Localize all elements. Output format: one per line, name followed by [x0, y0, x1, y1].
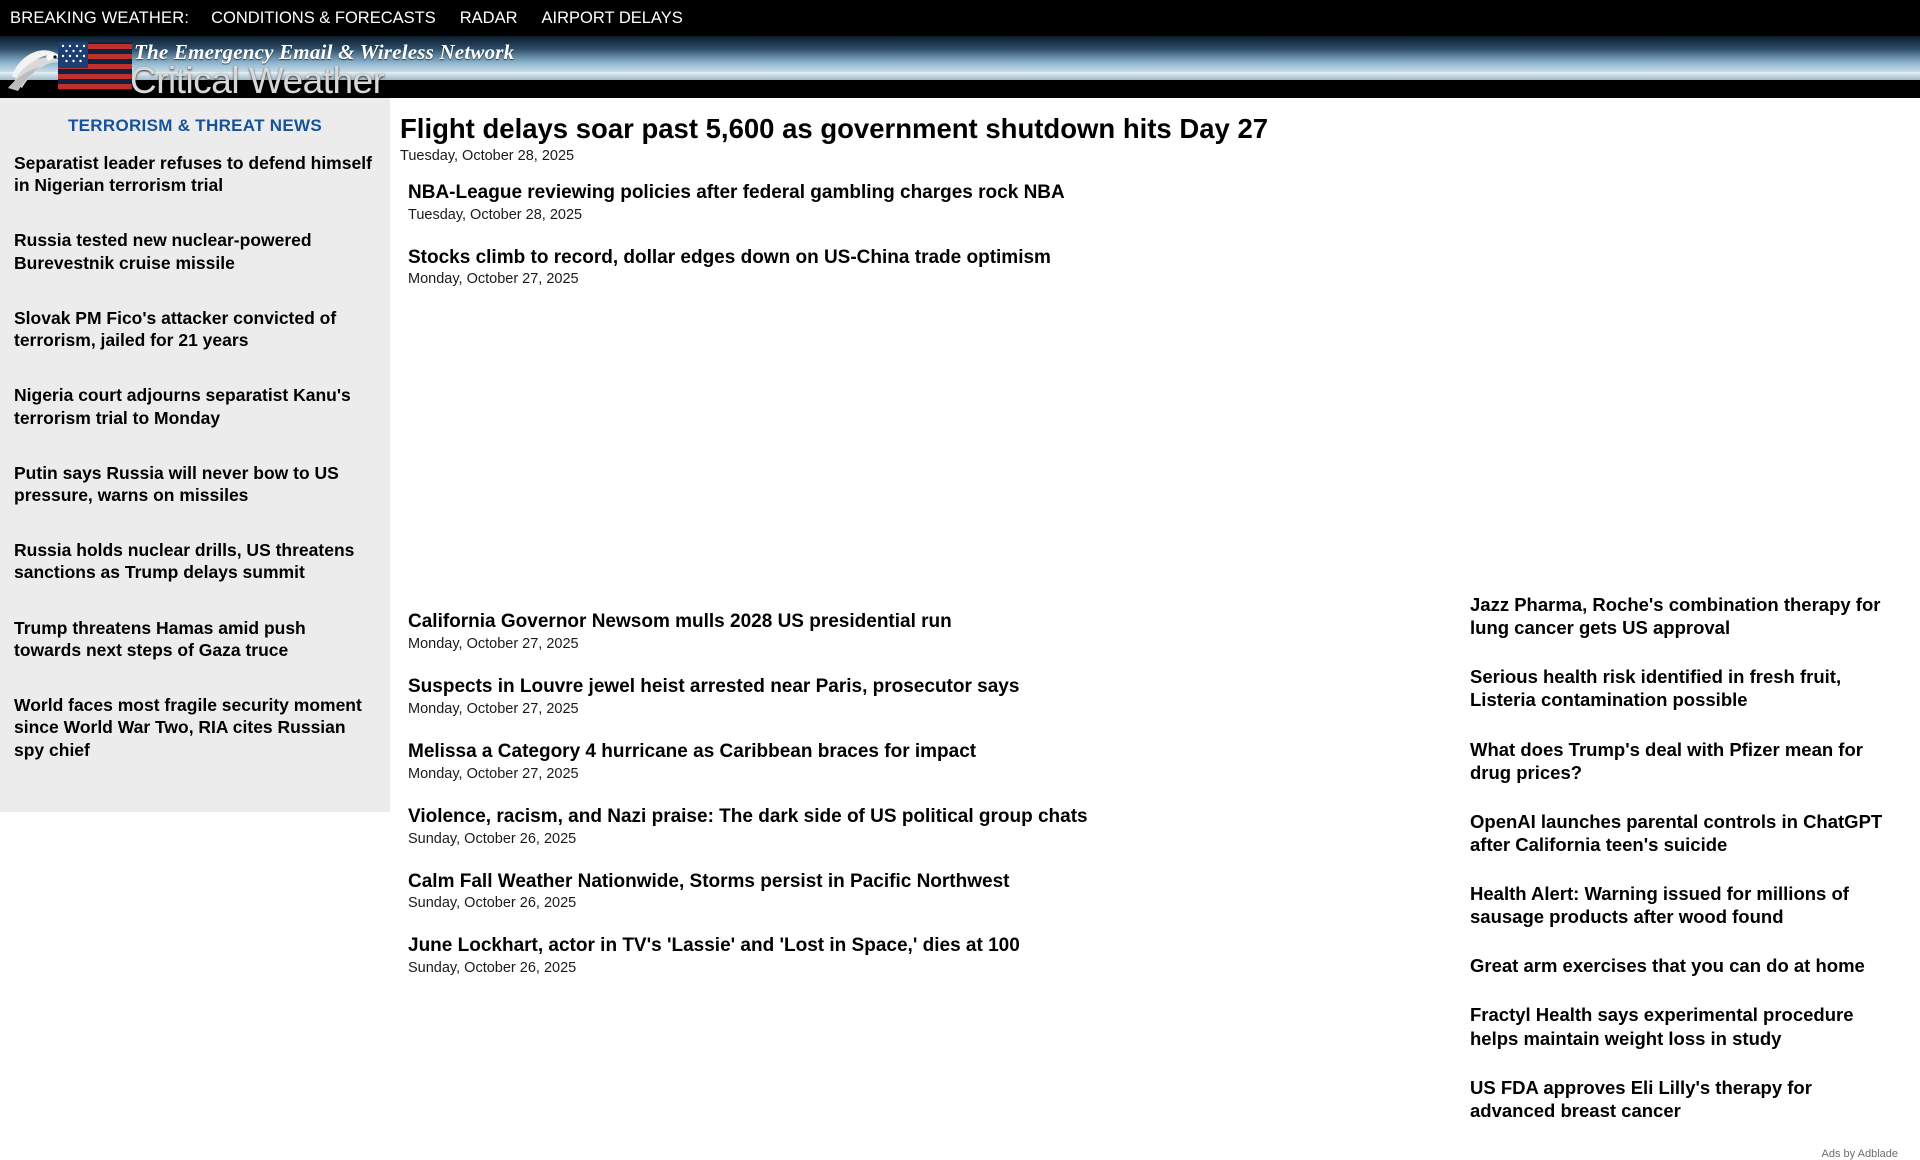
rail-item-link[interactable]: What does Trump's deal with Pfizer mean for drug prices?: [1470, 738, 1863, 783]
list-item[interactable]: [1470, 1003, 1900, 1049]
nav-radar[interactable]: RADAR: [459, 8, 518, 27]
sidebar-item-link[interactable]: Russia tested new nuclear-powered Burevestnik cruise missile: [14, 230, 312, 273]
rail-item-link[interactable]: US FDA approves Eli Lilly's therapy for advanced breast cancer: [1470, 1076, 1812, 1121]
sidebar-item-link[interactable]: Slovak PM Fico's attacker convicted of terrorism, jailed for 21 years: [14, 307, 337, 351]
site-masthead: [0, 36, 1920, 98]
us-flag-icon: [58, 42, 132, 90]
news-item: [408, 806, 1450, 847]
sidebar-item-link[interactable]: Putin says Russia will never bow to US pressure, warns on missiles: [14, 462, 339, 505]
list-item[interactable]: [1470, 738, 1900, 784]
list-item[interactable]: [0, 694, 390, 761]
rail-item-link[interactable]: Fractyl Health says experimental procedure helps maintain weight loss in study: [1470, 1004, 1854, 1049]
news-item: [408, 741, 1450, 782]
news-item-title[interactable]: Stocks climb to record, dollar edges down on US-China trade optimism: [408, 246, 1051, 268]
list-item[interactable]: [1470, 882, 1900, 928]
right-rail-sponsored-links: [1450, 98, 1920, 1160]
news-item-title[interactable]: Suspects in Louvre jewel heist arrested near Paris, prosecutor says: [408, 676, 1020, 698]
news-item-date: Monday, October 27, 2025: [408, 765, 579, 782]
page-body: [0, 98, 1920, 1160]
news-item-date: Sunday, October 26, 2025: [408, 960, 577, 977]
news-item-title[interactable]: California Governor Newsom mulls 2028 US presidential run: [408, 611, 952, 633]
breaking-weather-bar: [0, 0, 1920, 36]
news-item-date: Monday, October 27, 2025: [408, 700, 579, 717]
sidebar-item-link[interactable]: Nigeria court adjourns separatist Kanu's terrorism trial to Monday: [14, 385, 351, 428]
sidebar-headline-list: [0, 152, 390, 761]
news-item-title[interactable]: Violence, racism, and Nazi praise: The dark side of US political group chats: [408, 805, 1088, 827]
news-item: [408, 182, 1450, 223]
lead-story-date: Tuesday, October 28, 2025: [400, 147, 575, 164]
sidebar-item-link[interactable]: Trump threatens Hamas amid push towards next steps of Gaza truce: [14, 617, 306, 660]
rail-item-link[interactable]: Great arm exercises that you can do at home: [1470, 955, 1865, 977]
news-item: [408, 676, 1450, 717]
list-item[interactable]: [0, 152, 390, 196]
list-item[interactable]: [0, 307, 390, 351]
main-news-column: [390, 98, 1450, 1000]
news-item-date: Sunday, October 26, 2025: [408, 830, 577, 847]
list-item[interactable]: [0, 384, 390, 428]
sidebar-item-link[interactable]: Separatist leader refuses to defend himself in Nigerian terrorism trial: [14, 153, 372, 196]
ads-attribution-label: Ads by Adblade: [1821, 1147, 1898, 1160]
rail-item-link[interactable]: Health Alert: Warning issued for millions of sausage products after wood found: [1470, 883, 1849, 928]
brand-network-name: The Emergency Email & Wireless Network: [134, 40, 515, 64]
news-item-title[interactable]: June Lockhart, actor in TV's 'Lassie' and 'Lost in Space,' dies at 100: [408, 935, 1020, 957]
news-item-title[interactable]: NBA-League reviewing policies after federal gambling charges rock NBA: [408, 181, 1065, 203]
list-item[interactable]: [0, 229, 390, 273]
content-gap: [400, 311, 1450, 611]
news-item: [408, 935, 1450, 976]
news-item-date: Tuesday, October 28, 2025: [408, 206, 583, 223]
news-item-date: Monday, October 27, 2025: [408, 271, 579, 288]
news-item-date: Monday, October 27, 2025: [408, 636, 579, 653]
news-item: [408, 247, 1450, 288]
list-item[interactable]: [0, 617, 390, 661]
brand-site-title: Critical Weather: [130, 60, 385, 98]
sidebar-item-link[interactable]: Russia holds nuclear drills, US threatens sanctions as Trump delays summit: [14, 540, 355, 583]
sidebar-terrorism-threat-news: [0, 98, 390, 812]
list-item[interactable]: [1470, 954, 1900, 977]
list-item[interactable]: [1470, 810, 1900, 856]
lead-story-title[interactable]: Flight delays soar past 5,600 as government shutdown hits Day 27: [400, 113, 1269, 144]
nav-airport-delays[interactable]: AIRPORT DELAYS: [541, 8, 683, 27]
list-item[interactable]: [0, 462, 390, 506]
news-item: [408, 611, 1450, 652]
list-item[interactable]: [1470, 1076, 1900, 1122]
news-item-title[interactable]: Melissa a Category 4 hurricane as Caribbean braces for impact: [408, 740, 977, 762]
news-item-date: Sunday, October 26, 2025: [408, 895, 577, 912]
news-item-title[interactable]: Calm Fall Weather Nationwide, Storms persist in Pacific Northwest: [408, 870, 1010, 892]
breaking-weather-label: BREAKING WEATHER:: [10, 8, 190, 27]
list-item[interactable]: [1470, 593, 1900, 639]
list-item[interactable]: [1470, 665, 1900, 711]
nav-conditions-forecasts[interactable]: CONDITIONS & FORECASTS: [211, 8, 436, 27]
news-item: [408, 871, 1450, 912]
rail-item-link[interactable]: Jazz Pharma, Roche's combination therapy for lung cancer gets US approval: [1470, 594, 1881, 639]
rail-item-link[interactable]: OpenAI launches parental controls in ChatGPT after California teen's suicide: [1470, 810, 1883, 855]
rail-item-link[interactable]: Serious health risk identified in fresh fruit, Listeria contamination possible: [1470, 666, 1842, 711]
sidebar-heading: TERRORISM & THREAT NEWS: [67, 116, 323, 135]
list-item[interactable]: [0, 539, 390, 583]
sidebar-item-link[interactable]: World faces most fragile security moment since World War Two, RIA cites Russian spy chief: [14, 695, 362, 760]
